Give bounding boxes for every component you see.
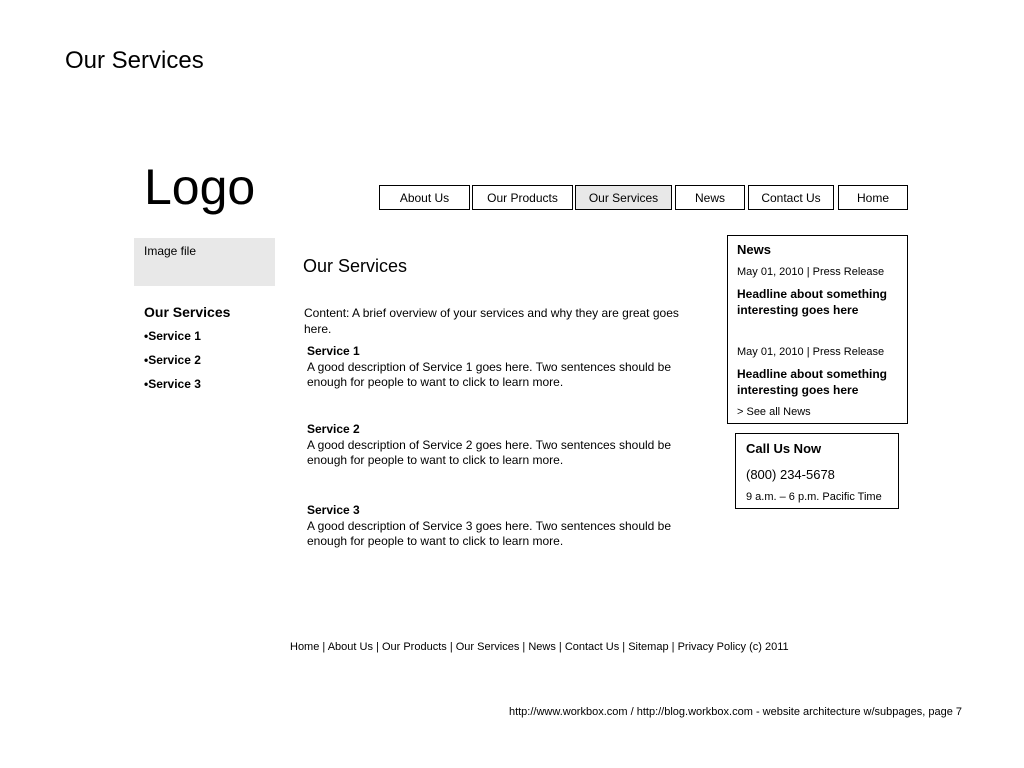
footer-link-contact-us[interactable]: Contact Us bbox=[564, 641, 620, 653]
call-title: Call Us Now bbox=[746, 441, 822, 456]
news-panel bbox=[727, 235, 908, 424]
service-block-2 bbox=[307, 422, 707, 469]
service-block-3 bbox=[307, 503, 707, 550]
see-all-news-link[interactable]: > See all News bbox=[737, 406, 811, 418]
footer-separator: | bbox=[519, 641, 529, 653]
page-caption: http://www.workbox.com / http://blog.workbox.com - website architecture w/subpages, page 7 bbox=[508, 706, 962, 718]
nav-our-products[interactable]: Our Products bbox=[472, 185, 573, 210]
sidebar-item-service-3[interactable]: •Service 3 bbox=[144, 377, 201, 391]
footer-link-home[interactable]: Home bbox=[290, 641, 320, 653]
sidebar-title: Our Services bbox=[144, 304, 231, 320]
footer-separator: | bbox=[555, 641, 565, 653]
footer-separator: | bbox=[319, 641, 328, 653]
sidebar-item-service-2[interactable]: •Service 2 bbox=[144, 353, 201, 367]
news-date: May 01, 2010 | Press Release bbox=[737, 346, 885, 358]
content-intro: Content: A brief overview of your services and why they are great goes here. bbox=[304, 306, 679, 336]
footer-link-our-services[interactable]: Our Services bbox=[455, 641, 520, 653]
footer-link-news[interactable]: News bbox=[528, 641, 556, 653]
footer-link-about-us[interactable]: About Us bbox=[327, 641, 373, 653]
page-title: Our Services bbox=[65, 47, 204, 74]
service-block-1 bbox=[307, 344, 707, 391]
news-headline-link[interactable]: Headline about something interesting goes here bbox=[737, 287, 888, 317]
service-description: A good description of Service 2 goes here. Two sentences should be enough for people to want to click to learn more. bbox=[307, 437, 672, 467]
footer-link-privacy-policy[interactable]: Privacy Policy bbox=[677, 641, 747, 653]
sidebar-item-service-1[interactable]: •Service 1 bbox=[144, 329, 201, 343]
service-title[interactable]: Service 2 bbox=[307, 422, 360, 436]
image-placeholder-label: Image file bbox=[144, 244, 197, 258]
footer-separator: | bbox=[372, 641, 382, 653]
call-us-panel bbox=[735, 433, 899, 509]
service-title[interactable]: Service 3 bbox=[307, 503, 360, 517]
footer-separator: | bbox=[446, 641, 456, 653]
footer-link-our-products[interactable]: Our Products bbox=[381, 641, 447, 653]
phone-number: (800) 234-5678 bbox=[746, 467, 835, 482]
image-placeholder bbox=[134, 238, 275, 286]
business-hours: 9 a.m. – 6 p.m. Pacific Time bbox=[746, 491, 882, 503]
news-date: May 01, 2010 | Press Release bbox=[737, 266, 885, 278]
service-description: A good description of Service 1 goes here. Two sentences should be enough for people to want to click to learn more. bbox=[307, 359, 672, 389]
news-headline-link[interactable]: Headline about something interesting goes here bbox=[737, 367, 888, 397]
nav-contact-us[interactable]: Contact Us bbox=[748, 185, 834, 210]
footer-links bbox=[290, 641, 789, 654]
footer-separator: | bbox=[619, 641, 629, 653]
nav-about-us[interactable]: About Us bbox=[379, 185, 470, 210]
footer-link-sitemap[interactable]: Sitemap bbox=[628, 641, 669, 653]
logo: Logo bbox=[144, 159, 256, 215]
nav-our-services[interactable]: Our Services bbox=[575, 185, 672, 210]
footer-copyright: (c) 2011 bbox=[746, 641, 789, 653]
service-description: A good description of Service 3 goes here. Two sentences should be enough for people to want to click to learn more. bbox=[307, 518, 672, 548]
footer-separator: | bbox=[668, 641, 678, 653]
nav-home[interactable]: Home bbox=[838, 185, 908, 210]
nav-news[interactable]: News bbox=[675, 185, 745, 210]
news-title: News bbox=[737, 242, 771, 257]
content-title: Our Services bbox=[303, 256, 408, 276]
service-title[interactable]: Service 1 bbox=[307, 344, 360, 358]
